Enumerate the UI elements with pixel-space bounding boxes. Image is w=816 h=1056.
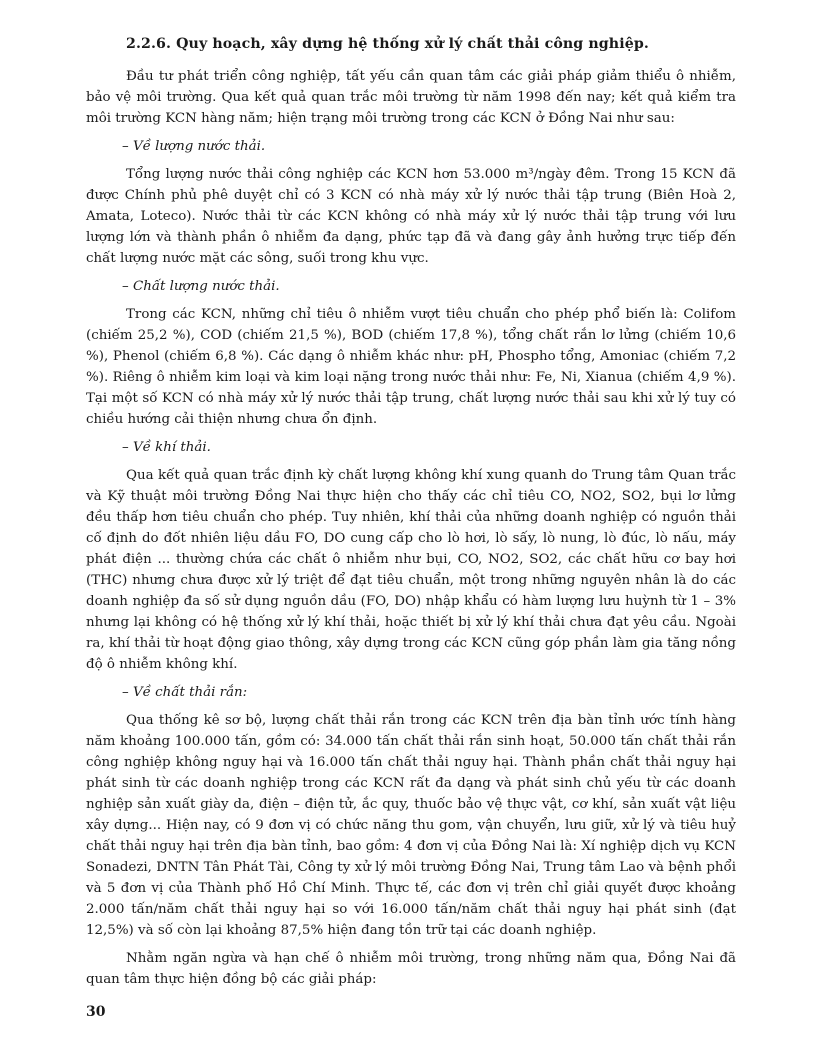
document-page	[86, 36, 736, 990]
intro-paragraph: Đầu tư phát triển công nghiệp, tất yếu cần quan tâm các giải pháp giảm thiểu ô nhiễm, bảo vệ môi trường. Qua kết quả quan trắc môi trường từ năm 1998 đến nay; kết quả kiểm tra môi trường KCN hàng năm; hiện trạng môi trường trong các KCN ở Đồng Nai như sau:	[86, 69, 736, 126]
subheading-wastewater-quality: – Chất lượng nước thải.	[122, 279, 280, 294]
subheading-air-emissions: – Về khí thải.	[122, 440, 211, 455]
paragraph-air-emissions: Qua kết quả quan trắc định kỳ chất lượng không khí xung quanh do Trung tâm Quan trắc và Kỹ thuật môi trường Đồng Nai thực hiện cho thấy các chỉ tiêu CO, NO2, SO2, bụi lơ lửng đều thấp hơn tiêu chuẩn cho phép. Tuy nhiên, khí thải của những doanh nghiệp có nguồn thải cố định do đốt nhiên liệu dầu FO, DO cung cấp cho lò hơi, lò sấy, lò nung, lò đúc, lò nấu, máy phát điện ... thường chứa các chất ô nhiễm như bụi, CO, NO2, SO2, các chất hữu cơ bay hơi (THC) nhưng chưa được xử lý triệt để đạt tiêu chuẩn, một trong những nguyên nhân là do các doanh nghiệp đa số sử dụng nguồn dầu (FO, DO) nhập khẩu có hàm lượng lưu huỳnh từ 1 – 3% nhưng lại không có hệ thống xử lý khí thải, hoặc thiết bị xử lý khí thải chưa đạt yêu cầu. Ngoài ra, khí thải từ hoạt động giao thông, xây dựng trong các KCN cũng góp phần làm gia tăng nồng độ ô nhiễm không khí.	[86, 468, 736, 672]
page-number: 30	[86, 1004, 106, 1020]
paragraph-wastewater-quality: Trong các KCN, những chỉ tiêu ô nhiễm vượt tiêu chuẩn cho phép phổ biến là: Colifom (chiếm 25,2 %), COD (chiếm 21,5 %), BOD (chiếm 17,8 %), tổng chất rắn lơ lửng (chiếm 10,6 %), Phenol (chiếm 6,8 %). Các dạng ô nhiễm khác như: pH, Phospho tổng, Amoniac (chiếm 7,2 %). Riêng ô nhiễm kim loại và kim loại nặng trong nước thải như: Fe, Ni, Xianua (chiếm 4,9 %). Tại một số KCN có nhà máy xử lý nước thải tập trung, chất lượng nước thải sau khi xử lý tuy có chiều hướng cải thiện nhưng chưa ổn định.	[86, 307, 736, 427]
section-title: 2.2.6. Quy hoạch, xây dựng hệ thống xử lý chất thải công nghiệp.	[126, 36, 649, 52]
paragraph-wastewater-volume: Tổng lượng nước thải công nghiệp các KCN hơn 53.000 m³/ngày đêm. Trong 15 KCN đã được Chính phủ phê duyệt chỉ có 3 KCN có nhà máy xử lý nước thải tập trung (Biên Hoà 2, Amata, Loteco). Nước thải từ các KCN không có nhà máy xử lý nước thải tập trung với lưu lượng lớn và thành phần ô nhiễm đa dạng, phức tạp đã và đang gây ảnh hưởng trực tiếp đến chất lượng nước mặt các sông, suối trong khu vực.	[86, 167, 736, 266]
paragraph-solid-waste: Qua thống kê sơ bộ, lượng chất thải rắn trong các KCN trên địa bàn tỉnh ước tính hàng năm khoảng 100.000 tấn, gồm có: 34.000 tấn chất thải rắn sinh hoạt, 50.000 tấn chất thải rắn công nghiệp không nguy hại và 16.000 tấn chất thải nguy hại. Thành phần chất thải nguy hại phát sinh từ các doanh nghiệp trong các KCN rất đa dạng và phát sinh chủ yếu từ các doanh nghiệp sản xuất giày da, điện – điện tử, ắc quy, thuốc bảo vệ thực vật, cơ khí, sản xuất vật liệu xây dựng... Hiện nay, có 9 đơn vị có chức năng thu gom, vận chuyển, lưu giữ, xử lý và tiêu huỷ chất thải nguy hại trên địa bàn tỉnh, bao gồm: 4 đơn vị của Đồng Nai là: Xí nghiệp dịch vụ KCN Sonadezi, DNTN Tân Phát Tài, Công ty xử lý môi trường Đồng Nai, Trung tâm Lao và bệnh phổi và 5 đơn vị của Thành phố Hồ Chí Minh. Thực tế, các đơn vị trên chỉ giải quyết được khoảng 2.000 tấn/năm chất thải nguy hại so với 16.000 tấn/năm chất thải nguy hại phát sinh (đạt 12,5%) và số còn lại khoảng 87,5% hiện đang tồn trữ tại các doanh nghiệp.	[86, 713, 736, 938]
subheading-wastewater-volume: – Về lượng nước thải.	[122, 139, 266, 154]
closing-paragraph: Nhằm ngăn ngừa và hạn chế ô nhiễm môi trường, trong những năm qua, Đồng Nai đã quan tâm thực hiện đồng bộ các giải pháp:	[86, 951, 736, 987]
subheading-solid-waste: – Về chất thải rắn:	[122, 685, 248, 700]
